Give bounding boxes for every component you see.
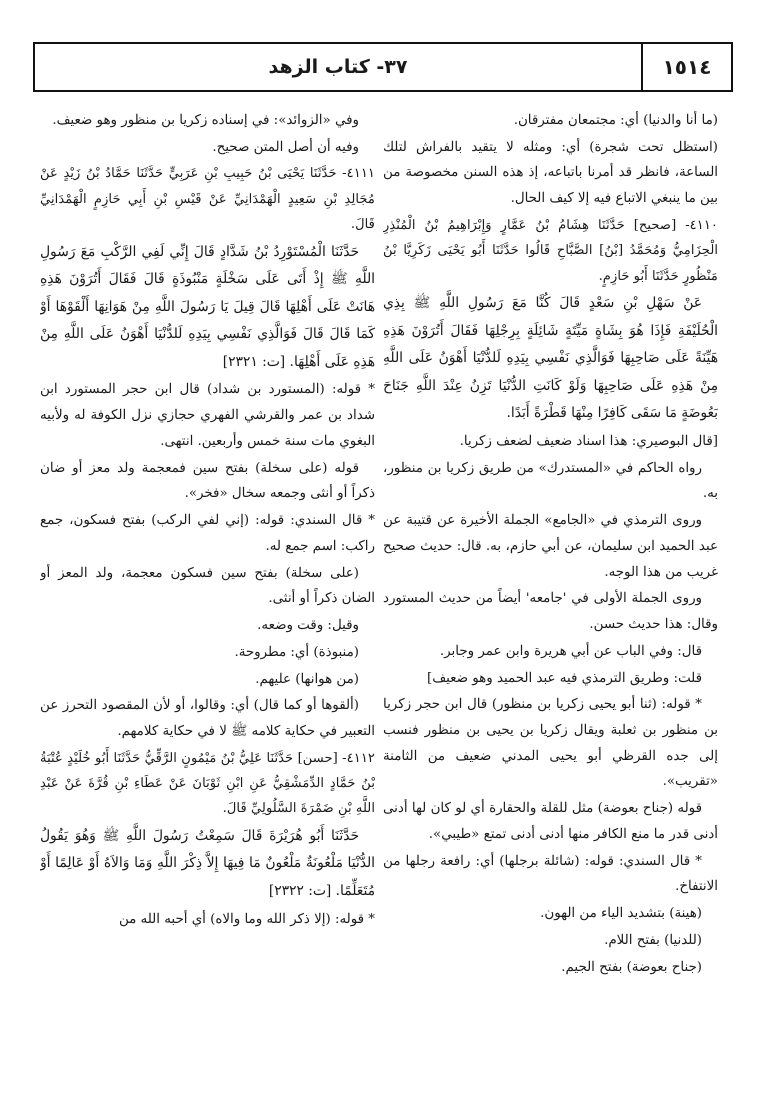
commentary-paragraph: (هينة) بتشديد الياء من الهون. bbox=[540, 906, 702, 922]
commentary-paragraph: وفي «الزوائد»: في إسناده زكريا بن منظور وهو ضعيف. bbox=[52, 113, 359, 128]
hadith-isnad-4111: ٤١١١- حَدَّثَنَا يَحْيَى بْنُ حَبِيبِ بْنِ عَرَبِيٍّ حَدَّثَنَا حَمَّادُ بْنُ زَيْدٍ عَنْ مُجَالِدِ بْنِ سَعِيدٍ الْهَمْدَانِيِّ عَنْ قَيْسِ بْنِ أَبِي حَازِمٍ الْهَمْدَانِيِّ قَالَ. bbox=[40, 166, 375, 233]
commentary-paragraph: قوله (على سخلة) بفتح سين فمعجمة ولد معز أو ضان ذكراً أو أنثى وجمعه سخال «فخر». bbox=[40, 460, 375, 502]
commentary-paragraph: (من هوانها) عليهم. bbox=[255, 671, 359, 687]
commentary-paragraph: وقيل: وقت وضعه. bbox=[257, 618, 359, 634]
hadith-text-4112: حَدَّثَنَا أَبُو هُرَيْرَةَ قَالَ سَمِعْتُ رَسُولَ اللَّهِ ﷺ وَهُوَ يَقُولُ الدُّنْيَا مَلْعُونَةٌ مَلْعُونٌ مَا فِيهَا إِلاَّ ذِكْرَ اللَّهِ وَمَا وَالاَهُ أَوْ عَالِمًا أَوْ مُتَعَلِّمًا. [ت: ٢٣٢٢] bbox=[40, 827, 375, 899]
hadith-text-4111: حَدَّثَنَا الْمُسْتَوْرِدُ بْنُ شَدَّادٍ قَالَ إِنِّي لَفِي الرَّكْبِ مَعَ رَسُولِ اللَّهِ ﷺ إِذْ أَتَى عَلَى سَخْلَةٍ مَنْبُوذَةٍ قَالَ فَقَالَ أَتُرَوْنَ هَذِهِ هَانَتْ عَلَى أَهْلِهَا قَالَ قِيلَ يَا رَسُولَ اللَّهِ مِنْ هَوَانِهَا أَلْقَوْهَا أَوْ كَمَا قَالَ قَالَ فَوَالَّذِي نَفْسِي بِيَدِهِ لَلدُّنْيَا أَهْوَنُ عَلَى اللَّهِ مِنْ هَذِهِ عَلَى أَهْلِهَا. [ت: ٢٣٢١] bbox=[40, 243, 375, 370]
commentary-paragraph: قوله (جناح بعوضة) مثل للقلة والحقارة أي لو كان لها أدنى أدنى قدر ما منع الكافر منها أدنى أدنى تمتع «طيبي». bbox=[383, 801, 718, 842]
commentary-paragraph: (جناح بعوضة) بفتح الجيم. bbox=[561, 959, 702, 975]
hadith-isnad-4112: ٤١١٢- [حسن] حَدَّثَنَا عَلِيُّ بْنُ مَيْمُونٍ الرَّقِّيُّ حَدَّثَنَا أَبُو خُلَيْدٍ عُتْبَةُ بْنُ حَمَّادٍ الدِّمَشْقِيُّ عَنِ ابْنِ ثَوْبَانَ عَنْ عَطَاءِ بْنِ قُرَّةَ عَنْ عَبْدِ اللَّهِ بْنِ ضَمْرَةَ السَّلُولِيِّ قَالَ. bbox=[40, 750, 375, 817]
hadith-isnad-4110: ٤١١٠- [صحيح] حَدَّثَنَا هِشَامُ بْنُ عَمَّارٍ وَإِبْرَاهِيمُ بْنُ الْمُنْذِرِ الْحِزَامِيُّ وَمُحَمَّدُ [بْنُ] الصَّبَّاحِ قَالُوا حَدَّثَنَا أَبُو يَحْيَى زَكَرِيَّا بْنُ مَنْظُورٍ حَدَّثَنَا أَبُو حَازِمٍ. bbox=[383, 217, 718, 284]
takhrij-paragraph: [قال البوصيري: هذا اسناد ضعيف لضعف زكريا. bbox=[459, 433, 718, 449]
commentary-paragraph: * قوله: (المستورد بن شداد) قال ابن حجر المستورد ابن شداد بن عمر والقرشي الفهري حجازي نزل الكوفة له ولأبيه البغوي مات سنة خمس وأربعين. انتهى. bbox=[40, 382, 375, 449]
commentary-paragraph: (منبوذة) أي: مطروحة. bbox=[234, 644, 359, 660]
takhrij-paragraph: وروى الترمذي في «الجامع» الجملة الأخيرة عن قتيبة عن عبد الحميد ابن سليمان، عن أبي حازم، به. قال: حديث صحيح غريب من هذا الوجه. bbox=[383, 513, 718, 580]
page-header bbox=[33, 42, 733, 92]
commentary-paragraph: (ما أنا والدنيا) أي: مجتمعان مفترقان. bbox=[513, 113, 718, 128]
commentary-paragraph: (على سخلة) بفتح سين فسكون معجمة، ولد المعز أو الضان ذكراً أو أنثى. bbox=[40, 565, 375, 607]
commentary-paragraph: * قال السندي: قوله: (شائلة برجلها) أي: رافعة رجلها من الانتفاخ. bbox=[383, 853, 718, 895]
commentary-paragraph: * قوله: (ثنا أبو يحيى زكريا بن منظور) قال ابن حجر زكريا بن منظور بن ثعلبة ويقال زكريا بن يحيى بن منظور فنسب إلى جده القرظي أبو يحيى المدني ضعيف من الثامنة «تقريب». bbox=[383, 697, 718, 790]
chapter-title: ٣٧- كتاب الزهد bbox=[268, 56, 408, 78]
commentary-paragraph: (ألقوها أو كما قال) أي: وقالوا، أو لأن المقصود التحرز عن التعبير في حكاية كلامه ﷺ لا في حكاية كلامهم. bbox=[40, 698, 375, 740]
takhrij-paragraph: رواه الحاكم في «المستدرك» من طريق زكريا بن منظور، به. bbox=[383, 460, 718, 502]
hadith-text-4110: عَنْ سَهْلِ بْنِ سَعْدٍ قَالَ كُنَّا مَعَ رَسُولِ اللَّهِ ﷺ بِذِي الْحُلَيْفَةِ فَإِذَا هُوَ بِشَاةٍ مَيِّتَةٍ شَائِلَةٍ بِرِجْلِهَا فَقَالَ أَتُرَوْنَ هَذِهِ هَيِّنَةً عَلَى صَاحِبِهَا فَوَالَّذِي نَفْسِي بِيَدِهِ لَلدُّنْيَا أَهْوَنُ عَلَى اللَّهِ مِنْ هَذِهِ عَلَى صَاحِبِهَا وَلَوْ كَانَتِ الدُّنْيَا تَزِنُ عِنْدَ اللَّهِ جَنَاحَ بَعُوضَةٍ مَا سَقَى كَافِرًا مِنْهَا قَطْرَةً أَبَدًا. bbox=[383, 294, 718, 422]
takhrij-paragraph: قلت: وطريق الترمذي فيه عبد الحميد وهو ضعيف] bbox=[427, 670, 702, 686]
takhrij-paragraph: قال: وفي الباب عن أبي هريرة وابن عمر وجابر. bbox=[439, 643, 702, 659]
commentary-paragraph: * قوله: (إلا ذكر الله وما والاه) أي أحبه الله من bbox=[118, 911, 375, 927]
takhrij-paragraph: وروى الجملة الأولى في 'جامعه' أيضاً من حديث المستورد وقال: هذا حديث حسن. bbox=[383, 591, 718, 633]
page-number: ١٥١٤ bbox=[662, 55, 712, 79]
commentary-paragraph: * قال السندي: قوله: (إني لفي الركب) بفتح فسكون، جمع راكب: اسم جمع له. bbox=[40, 513, 375, 554]
left-column bbox=[40, 108, 375, 1098]
commentary-paragraph: (للدنيا) بفتح اللام. bbox=[604, 932, 702, 948]
commentary-paragraph: وفيه أن أصل المتن صحيح. bbox=[212, 139, 359, 155]
commentary-paragraph: (استظل تحت شجرة) أي: ومثله لا يتقيد بالفراش لتلك الساعة، فانظر قد أمرنا باتباعه، إذ هذه السنن مخصوصة من بين ما ينبغي الاتباع فيه إلا كيف الحال. bbox=[383, 139, 718, 207]
right-column bbox=[383, 108, 718, 1098]
